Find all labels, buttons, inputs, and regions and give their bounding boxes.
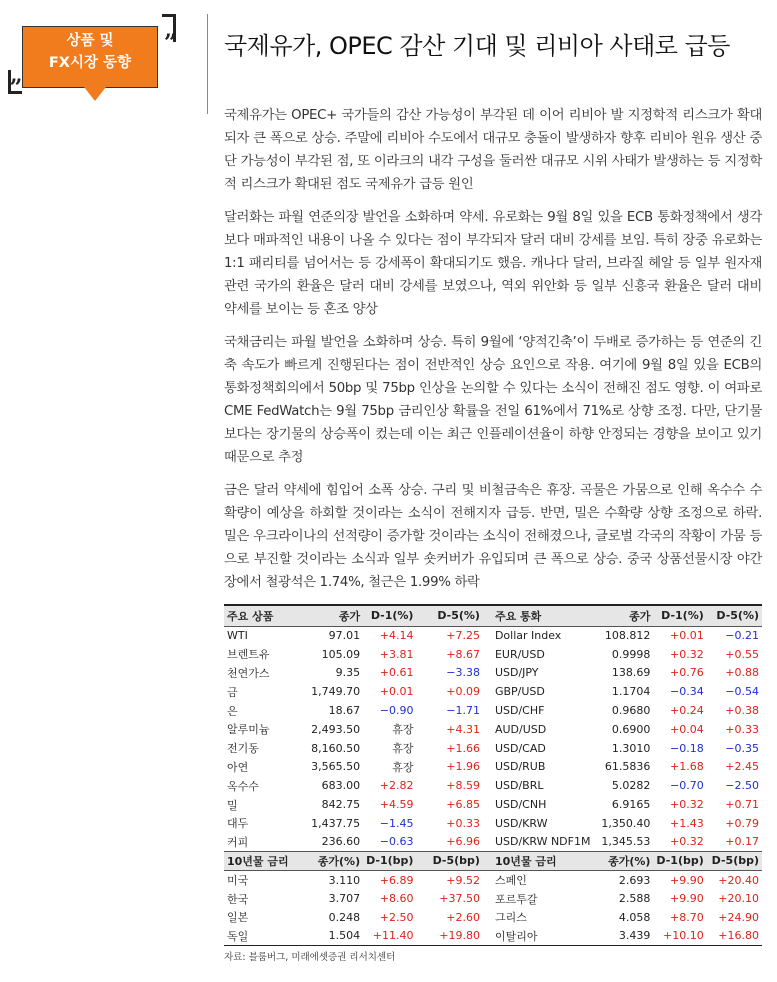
table-cell: USD/CAD xyxy=(494,741,546,755)
table-cell: 97.01 xyxy=(328,629,361,643)
table-cell: −0.18 xyxy=(670,741,704,755)
table-cell: Dollar Index xyxy=(494,629,562,643)
table-cell: 그리스 xyxy=(494,911,527,925)
table-cell: +0.88 xyxy=(725,666,759,680)
table-cell: −2.50 xyxy=(725,779,759,793)
table-cell: 105.09 xyxy=(321,647,361,661)
table-cell: −0.70 xyxy=(670,779,704,793)
table-cell: 5.0282 xyxy=(611,779,651,793)
table-cell: 61.5836 xyxy=(604,760,651,774)
table-cell: 옥수수 xyxy=(227,779,259,793)
table-cell: 0.9998 xyxy=(611,647,651,661)
table-cell: 10년물 금리 xyxy=(483,852,594,871)
table-cell: +0.61 xyxy=(379,666,414,680)
table-cell: 휴장 xyxy=(392,742,414,756)
table-cell: 알루미늄 xyxy=(227,723,270,737)
table-cell: −0.63 xyxy=(379,835,414,849)
table-cell: +4.31 xyxy=(446,722,480,736)
table-cell: −0.35 xyxy=(725,741,759,755)
table-cell: +0.38 xyxy=(725,704,759,718)
table-cell: +6.96 xyxy=(446,835,480,849)
paragraph-fx: 달러화는 파월 연준의장 발언을 소화하며 약세. 유로화는 9월 8일 있을 ECB 통화정책에서 생각보다 매파적인 내용이 나올 수 있다는 점이 부각되자 달러 대비 강세를 보임. 특히 장중 유로화는 1:1 패리티를 넘어서는 등 강세폭이 확대되기도 했음. 캐나다 달러, 브라질 헤알 등 일부 원자재 관련 국가의 환율은 달러 대비 강세를 보였으나, 역외 위안화 등 일부 신흥국 환율은 달러 대비 약세를 보이는 등 혼조 양상 xyxy=(224,210,762,317)
table-cell: 브렌트유 xyxy=(227,648,270,662)
table-cell: 9.35 xyxy=(335,666,361,680)
header-cell: D-5(%) xyxy=(707,605,762,626)
header-cell: 주요 통화 xyxy=(483,605,594,626)
table-row xyxy=(224,739,762,758)
table-cell: −0.54 xyxy=(725,685,759,699)
table-cell: +16.80 xyxy=(707,927,762,946)
table-cell: 1,345.53 xyxy=(601,835,651,849)
table-cell: 4.058 xyxy=(618,910,651,924)
table-cell: USD/KRW NDF1M xyxy=(494,835,591,849)
table-cell: USD/RUB xyxy=(494,760,546,774)
table-cell: +0.71 xyxy=(725,798,759,812)
table-cell: 휴장 xyxy=(392,760,414,774)
table-cell: 1,350.40 xyxy=(601,816,651,830)
table-cell: 대두 xyxy=(227,817,249,831)
table-cell: D-5(bp) xyxy=(416,852,483,871)
header-cell: 종가 xyxy=(298,605,364,626)
table-cell: −0.21 xyxy=(725,629,759,643)
table-cell: +0.55 xyxy=(725,647,759,661)
table-cell: +6.89 xyxy=(379,873,414,887)
table-cell: −1.45 xyxy=(379,816,414,830)
table-row xyxy=(224,852,762,871)
table-cell: D-5(bp) xyxy=(707,852,762,871)
table-row xyxy=(224,889,762,908)
table-cell: +0.79 xyxy=(725,816,759,830)
table-cell: 1.504 xyxy=(298,927,364,946)
table-cell: +8.59 xyxy=(446,779,480,793)
table-cell: 종가(%) xyxy=(593,852,653,871)
table-cell: 138.69 xyxy=(611,666,651,680)
paragraph-commodities: 금은 달러 약세에 힘입어 소폭 상승. 구리 및 비철금속은 휴장. 곡물은 가뭄으로 인해 옥수수 수확량이 예상을 하회할 것이라는 소식이 전해지자 급등. 반면, 밀은 수확량 상향 조정으로 하락. 밀은 우크라이나의 선적량이 증가할 것이라는 소식이 전해졌으나, 글로벌 각국의 작황이 가뭄 등으로 부진할 것이라는 소식과 일부 숏커버가 유입되며 큰 폭으로 상승. 중국 상품선물시장 야간장에서 철광석은 1.74%, 철근은 1.99% 하락 xyxy=(224,483,762,590)
table-row xyxy=(224,701,762,720)
table-row xyxy=(224,645,762,664)
table-cell: D-1(bp) xyxy=(363,852,416,871)
table-cell: +7.25 xyxy=(446,629,480,643)
table-cell: 0.6900 xyxy=(611,722,651,736)
table-cell: 종가(%) xyxy=(298,852,364,871)
table-cell: 18.67 xyxy=(328,704,361,718)
table-cell: +9.52 xyxy=(446,873,480,887)
table-cell: 3,565.50 xyxy=(311,760,361,774)
table-cell: +11.40 xyxy=(363,927,416,946)
table-cell: +20.10 xyxy=(718,892,759,906)
table-row xyxy=(224,814,762,833)
table-row xyxy=(224,870,762,889)
table-cell: 은 xyxy=(227,704,238,718)
table-cell: +0.09 xyxy=(446,685,480,699)
table-cell: +0.24 xyxy=(670,704,704,718)
table-cell: 밀 xyxy=(227,798,238,812)
table-cell: +1.43 xyxy=(670,816,704,830)
table-cell: 일본 xyxy=(227,911,249,925)
table-cell: 6.9165 xyxy=(611,798,651,812)
badge-tail xyxy=(84,87,106,101)
table-cell: +37.50 xyxy=(439,892,480,906)
table-cell: D-1(bp) xyxy=(653,852,706,871)
table-cell: 3.707 xyxy=(328,892,361,906)
market-table xyxy=(224,604,762,946)
table-cell: +2.82 xyxy=(379,779,414,793)
table-cell: +19.80 xyxy=(416,927,483,946)
table-row xyxy=(224,795,762,814)
table-cell: +10.10 xyxy=(653,927,706,946)
table-cell: −0.34 xyxy=(670,685,704,699)
table-cell: +0.04 xyxy=(670,722,704,736)
table-cell: +0.32 xyxy=(670,647,704,661)
table-row xyxy=(224,776,762,795)
header-cell: D-1(%) xyxy=(653,605,706,626)
header-cell: D-1(%) xyxy=(363,605,416,626)
table-cell: +0.32 xyxy=(670,835,704,849)
table-cell: 스페인 xyxy=(494,874,527,887)
table-row xyxy=(224,720,762,739)
paragraph-bonds: 국채금리는 파월 발언을 소화하며 상승. 특히 9월에 ‘양적긴축’이 두배로 증가하는 등 연준의 긴축 속도가 빠르게 진행된다는 점이 전반적인 상승 요인으로 작용. 여기에 9월 8일 있을 ECB의 통화정책회의에서 50bp 및 75bp 인상을 논의할 수 있다는 소식이 전해진 점도 영향. 이 여파로 CME FedWatch는 9월 75bp 금리인상 확률을 전일 61%에서 71%로 상향 조정. 다만, 단기물 보다는 장기물의 상승폭이 컸는데 이는 최근 인플레이션율이 하향 안정되는 경향을 보이고 있기 때문으로 추정 xyxy=(224,335,762,465)
table-cell: +1.96 xyxy=(446,760,480,774)
table-cell: +8.67 xyxy=(446,647,480,661)
table-cell: 0.9680 xyxy=(611,704,651,718)
table-cell: 2.693 xyxy=(618,873,651,887)
quote-mark-icon: ” xyxy=(164,30,177,56)
table-row xyxy=(224,682,762,701)
table-cell: EUR/USD xyxy=(494,647,545,661)
quote-mark-icon: „ xyxy=(10,62,23,88)
table-cell: GBP/USD xyxy=(494,685,545,699)
table-cell: 1.1704 xyxy=(611,685,651,699)
table-row xyxy=(224,626,762,645)
table-cell: +0.33 xyxy=(446,816,480,830)
table-cell: +8.70 xyxy=(670,910,704,924)
table-cell: 커피 xyxy=(227,835,249,849)
paragraph-oil: 국제유가는 OPEC+ 국가들의 감산 가능성이 부각된 데 이어 리비아 발 지정학적 리스크가 확대되자 큰 폭으로 상승. 주말에 리비아 수도에서 대규모 충돌이 발생하자 향후 리비아 원유 생산 중단 가능성이 부각된 점, 또 이라크의 내각 구성을 둘러싼 대규모 시위 사태가 발생하는 등 지정학적 리스크가 확대된 점도 국제유가 급등 원인 xyxy=(224,108,762,192)
table-cell: +2.45 xyxy=(725,760,759,774)
table-row xyxy=(224,833,762,852)
table-row xyxy=(224,908,762,927)
table-cell: +20.40 xyxy=(718,873,759,887)
table-cell: USD/JPY xyxy=(494,666,539,680)
table-cell: 683.00 xyxy=(321,779,361,793)
table-cell: +0.01 xyxy=(379,685,414,699)
table-cell: +3.81 xyxy=(379,647,414,661)
table-cell: 1,749.70 xyxy=(311,685,361,699)
table-cell: 미국 xyxy=(227,874,249,887)
table-cell: −3.38 xyxy=(446,666,480,680)
page-title: 국제유가, OPEC 감산 기대 및 리비아 사태로 급등 xyxy=(224,32,730,60)
table-cell: +1.68 xyxy=(670,760,704,774)
table-cell: AUD/USD xyxy=(494,722,547,736)
section-badge xyxy=(8,14,176,114)
table-cell: 한국 xyxy=(227,892,249,906)
table-cell: 2,493.50 xyxy=(311,722,361,736)
table-cell: USD/CNH xyxy=(494,798,547,812)
table-cell: USD/KRW xyxy=(494,816,548,830)
table-cell: 1.3010 xyxy=(611,741,651,755)
table-cell: 2.588 xyxy=(618,892,651,906)
table-row xyxy=(224,664,762,683)
table-cell: 독일 xyxy=(224,927,298,946)
table-cell: +2.60 xyxy=(446,910,480,924)
table-cell: 0.248 xyxy=(328,910,361,924)
source-note: 자료: 블룸버그, 미래에셋증권 리서치센터 xyxy=(224,952,396,964)
table-cell: +0.33 xyxy=(725,722,759,736)
table-cell: 842.75 xyxy=(321,798,361,812)
table-cell: +2.50 xyxy=(379,910,414,924)
table-cell: 포르투갈 xyxy=(494,892,538,906)
header-cell: 주요 상품 xyxy=(224,605,298,626)
table-cell: +4.59 xyxy=(379,798,414,812)
table-cell: +8.60 xyxy=(379,892,414,906)
table-header-row xyxy=(224,605,762,626)
table-cell: +24.90 xyxy=(718,910,759,924)
table-cell: +4.14 xyxy=(379,629,414,643)
table-cell: −1.71 xyxy=(446,704,480,718)
table-cell: 108.812 xyxy=(604,629,651,643)
table-cell: 10년물 금리 xyxy=(224,852,298,871)
table-row xyxy=(224,927,762,946)
badge-line-2: FX시장 동향 xyxy=(48,55,132,71)
table-cell: 전기동 xyxy=(227,742,259,756)
table-cell: WTI xyxy=(227,629,248,643)
table-cell: USD/BRL xyxy=(494,779,544,793)
table-cell: +0.76 xyxy=(670,666,704,680)
header-cell: 종가 xyxy=(593,605,653,626)
table-cell: 1,437.75 xyxy=(311,816,361,830)
table-cell: 8,160.50 xyxy=(311,741,361,755)
header-cell: D-5(%) xyxy=(416,605,483,626)
table-cell: 휴장 xyxy=(392,723,414,737)
table-body xyxy=(224,626,762,946)
main-content xyxy=(224,104,762,963)
table-cell: 아연 xyxy=(227,760,249,774)
table-cell: −0.90 xyxy=(379,704,414,718)
table-cell: +0.17 xyxy=(725,835,759,849)
table-cell: +0.01 xyxy=(670,629,704,643)
table-row xyxy=(224,758,762,777)
table-cell: 3.439 xyxy=(593,927,653,946)
badge-line-1: 상품 및 xyxy=(66,33,114,49)
title-divider xyxy=(207,14,208,114)
table-cell: 천연가스 xyxy=(227,666,270,680)
table-cell: 금 xyxy=(227,685,238,699)
table-cell: USD/CHF xyxy=(494,704,545,718)
table-cell: +6.85 xyxy=(446,798,480,812)
badge-label xyxy=(22,30,158,74)
table-cell: +0.32 xyxy=(670,798,704,812)
table-cell: 236.60 xyxy=(321,835,361,849)
table-cell: 이탈리아 xyxy=(483,927,594,946)
table-cell: +9.90 xyxy=(670,873,704,887)
table-cell: 3.110 xyxy=(328,873,361,887)
table-cell: +9.90 xyxy=(670,892,704,906)
table-cell: +1.66 xyxy=(446,741,480,755)
